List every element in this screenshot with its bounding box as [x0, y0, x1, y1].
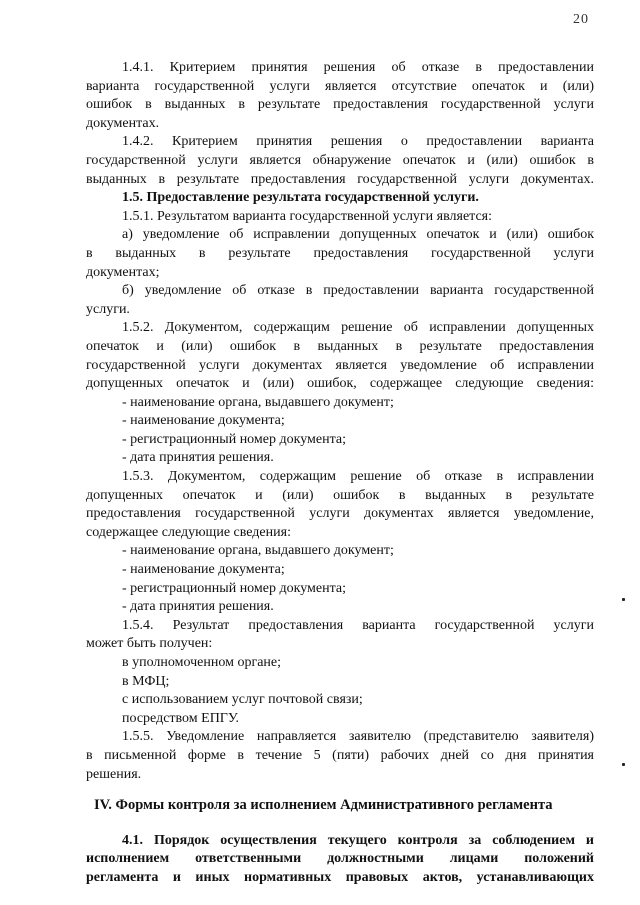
- text-line: опечаток и (или) ошибок в выданных в результате предоставления: [86, 338, 594, 354]
- list-item: - наименование документа;: [122, 413, 285, 429]
- paragraph-1-5-1-b: [86, 282, 594, 319]
- list-item: - дата принятия решения.: [122, 450, 274, 466]
- list-item: с использованием услуг почтовой связи;: [122, 692, 363, 708]
- text-line: в письменной форме в течение 5 (пяти) рабочих дней со дня принятия: [86, 747, 594, 763]
- page-number: 20: [573, 12, 589, 27]
- list-item: в МФЦ;: [122, 673, 170, 689]
- heading-1-5: 1.5. Предоставление результата государственной услуги.: [122, 190, 479, 206]
- text-line: варианта государственной услуги является отсутствие опечаток и (или): [86, 78, 594, 94]
- paragraph-1-5-4: [86, 617, 594, 654]
- scan-speck: [622, 763, 625, 766]
- text-line: 1.5.2. Документом, содержащим решение об исправлении допущенных: [122, 320, 594, 336]
- text-line: государственной услуги документах является уведомление об исправлении: [86, 357, 594, 373]
- spacer: [86, 815, 594, 832]
- list-item: - дата принятия решения.: [122, 599, 274, 615]
- text-line: а) уведомление об исправлении допущенных опечаток и (или) ошибок: [122, 227, 594, 243]
- text-line: допущенных опечаток и (или) ошибок, содержащее следующие сведения:: [86, 376, 594, 392]
- text-line: 1.5.3. Документом, содержащим решение об отказе в исправлении: [122, 469, 594, 485]
- text-line: предоставления государственной услуги документах является уведомление,: [86, 506, 594, 522]
- text-line: может быть получен:: [86, 636, 213, 652]
- paragraph-1-5-5: [86, 728, 594, 784]
- text-line: 1.4.2. Критерием принятия решения о предоставлении варианта: [122, 134, 594, 150]
- text-line: 1.4.1. Критерием принятия решения об отказе в предоставлении: [122, 60, 594, 75]
- text-line: допущенных опечаток и (или) ошибок в выданных в результате: [86, 487, 594, 503]
- paragraph-1-5-1-a: [86, 226, 594, 282]
- text-line: решения.: [86, 766, 142, 782]
- paragraph-1-5-3: [86, 468, 594, 542]
- text-line: государственной услуги является обнаружение опечаток и (или) ошибок в: [86, 152, 594, 168]
- text-line: 1.5.5. Уведомление направляется заявителю (представителю заявителя): [122, 729, 594, 745]
- scan-speck: [622, 598, 625, 601]
- list-item: - регистрационный номер документа;: [122, 580, 346, 596]
- text-line: содержащее следующие сведения:: [86, 524, 291, 540]
- delivery-list: [86, 654, 594, 728]
- text-line: регламента и иных нормативных правовых актов, устанавливающих: [86, 869, 594, 885]
- details-list-2: [86, 542, 594, 616]
- text-line: документах;: [86, 264, 160, 280]
- document-body: [86, 59, 594, 888]
- text-line: услуги.: [86, 301, 130, 317]
- heading-4-1: [86, 832, 594, 888]
- text-line: исполнением ответственными должностными лицами положений: [86, 851, 594, 867]
- list-item: - наименование органа, выдавшего документ;: [122, 394, 394, 410]
- text-line: документах.: [86, 115, 160, 131]
- paragraph-1-5-2: [86, 319, 594, 393]
- text-line: 4.1. Порядок осуществления текущего контроля за соблюдением и: [122, 832, 594, 848]
- details-list-1: [86, 394, 594, 468]
- paragraph-1-4-1: [86, 59, 594, 133]
- list-item: в уполномоченном органе;: [122, 655, 282, 670]
- text-line: ошибок в выданных в результате предоставления государственной услуги: [86, 97, 594, 113]
- text-line: в выданных в результате предоставления государственной услуги: [86, 245, 594, 261]
- list-item: - регистрационный номер документа;: [122, 431, 346, 447]
- text-line: 1.5.4. Результат предоставления варианта государственной услуги: [122, 617, 594, 633]
- spacer: [86, 784, 594, 796]
- list-item: посредством ЕПГУ.: [122, 710, 240, 726]
- list-item: - наименование документа;: [122, 562, 285, 578]
- list-item: - наименование органа, выдавшего документ;: [122, 543, 394, 559]
- section-heading-iv: IV. Формы контроля за исполнением Административного регламента: [94, 797, 553, 814]
- paragraph-1-5-1: 1.5.1. Результатом варианта государственной услуги является:: [122, 208, 493, 224]
- text-line: б) уведомление об отказе в предоставлении варианта государственной: [122, 283, 594, 299]
- text-line: выданных в результате предоставления государственной услуги документах.: [86, 171, 594, 187]
- paragraph-1-4-2: [86, 133, 594, 189]
